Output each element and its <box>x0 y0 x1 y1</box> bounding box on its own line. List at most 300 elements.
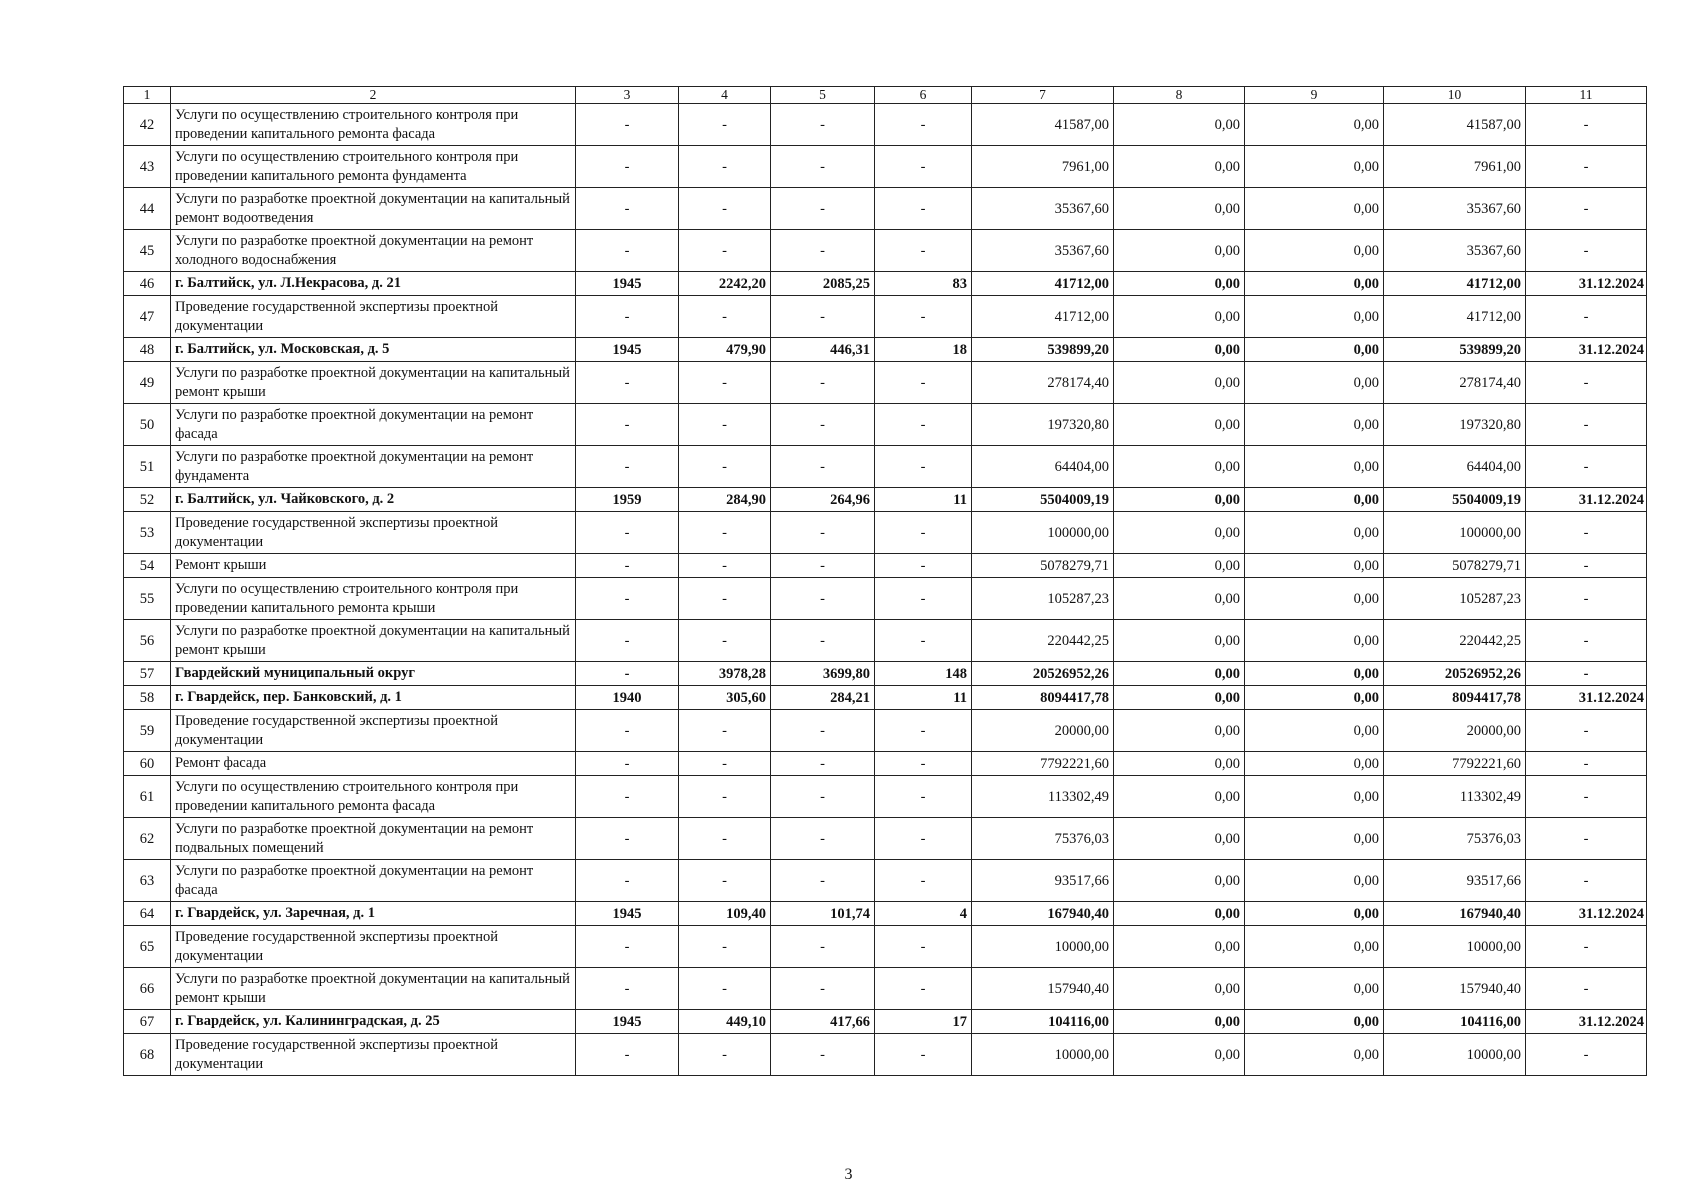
total-cost-cell: 41587,00 <box>972 104 1114 146</box>
table-row <box>124 776 1647 818</box>
row-number-cell: 55 <box>124 578 171 620</box>
owner-funds-cell: 5504009,19 <box>1384 488 1526 512</box>
living-area-cell: 101,74 <box>771 902 875 926</box>
living-area-cell: - <box>771 620 875 662</box>
table-row <box>124 554 1647 578</box>
total-area-cell: - <box>679 968 771 1010</box>
fund-share-cell: 0,00 <box>1114 512 1245 554</box>
table-row <box>124 296 1647 338</box>
total-area-cell: 109,40 <box>679 902 771 926</box>
table-row <box>124 230 1647 272</box>
budget-share-cell: 0,00 <box>1245 146 1384 188</box>
budget-share-cell: 0,00 <box>1245 230 1384 272</box>
owner-funds-cell: 197320,80 <box>1384 404 1526 446</box>
total-area-cell: - <box>679 512 771 554</box>
table-row <box>124 1010 1647 1034</box>
item-description-cell: Услуги по разработке проектной документации на ремонт подвальных помещений <box>171 818 576 860</box>
total-area-cell: - <box>679 752 771 776</box>
table-row <box>124 710 1647 752</box>
owner-funds-cell: 8094417,78 <box>1384 686 1526 710</box>
fund-share-cell: 0,00 <box>1114 902 1245 926</box>
residents-cell: - <box>875 554 972 578</box>
row-number-cell: 68 <box>124 1034 171 1076</box>
budget-share-cell: 0,00 <box>1245 1034 1384 1076</box>
completion-date-cell: - <box>1526 710 1647 752</box>
total-area-cell: 3978,28 <box>679 662 771 686</box>
total-area-cell: 284,90 <box>679 488 771 512</box>
year-built-cell: - <box>576 926 679 968</box>
budget-share-cell: 0,00 <box>1245 272 1384 296</box>
total-cost-cell: 41712,00 <box>972 272 1114 296</box>
total-area-cell: - <box>679 554 771 578</box>
owner-funds-cell: 220442,25 <box>1384 620 1526 662</box>
year-built-cell: 1940 <box>576 686 679 710</box>
fund-share-cell: 0,00 <box>1114 1010 1245 1034</box>
living-area-cell: 264,96 <box>771 488 875 512</box>
row-number-cell: 45 <box>124 230 171 272</box>
living-area-cell: - <box>771 818 875 860</box>
column-number: 10 <box>1384 87 1526 104</box>
owner-funds-cell: 41712,00 <box>1384 296 1526 338</box>
table-row <box>124 926 1647 968</box>
column-number: 11 <box>1526 87 1647 104</box>
year-built-cell: - <box>576 362 679 404</box>
owner-funds-cell: 64404,00 <box>1384 446 1526 488</box>
living-area-cell: 2085,25 <box>771 272 875 296</box>
fund-share-cell: 0,00 <box>1114 338 1245 362</box>
year-built-cell: 1945 <box>576 272 679 296</box>
completion-date-cell: 31.12.2024 <box>1526 686 1647 710</box>
item-description-cell: Услуги по разработке проектной документации на ремонт фасада <box>171 404 576 446</box>
completion-date-cell: 31.12.2024 <box>1526 338 1647 362</box>
residents-cell: - <box>875 968 972 1010</box>
total-cost-cell: 539899,20 <box>972 338 1114 362</box>
total-area-cell: - <box>679 146 771 188</box>
owner-funds-cell: 100000,00 <box>1384 512 1526 554</box>
register-table <box>123 86 1647 1076</box>
total-area-cell: - <box>679 578 771 620</box>
item-description-cell: г. Гвардейск, ул. Калининградская, д. 25 <box>171 1010 576 1034</box>
year-built-cell: - <box>576 104 679 146</box>
completion-date-cell: - <box>1526 578 1647 620</box>
residents-cell: 11 <box>875 488 972 512</box>
owner-funds-cell: 105287,23 <box>1384 578 1526 620</box>
completion-date-cell: - <box>1526 362 1647 404</box>
row-number-cell: 46 <box>124 272 171 296</box>
total-area-cell: 449,10 <box>679 1010 771 1034</box>
item-description-cell: Услуги по разработке проектной документации на ремонт холодного водоснабжения <box>171 230 576 272</box>
residents-cell: - <box>875 1034 972 1076</box>
residents-cell: 148 <box>875 662 972 686</box>
completion-date-cell: - <box>1526 968 1647 1010</box>
row-number-cell: 60 <box>124 752 171 776</box>
budget-share-cell: 0,00 <box>1245 968 1384 1010</box>
row-number-cell: 59 <box>124 710 171 752</box>
column-number: 1 <box>124 87 171 104</box>
table-row <box>124 968 1647 1010</box>
owner-funds-cell: 539899,20 <box>1384 338 1526 362</box>
budget-share-cell: 0,00 <box>1245 488 1384 512</box>
living-area-cell: - <box>771 446 875 488</box>
living-area-cell: - <box>771 710 875 752</box>
budget-share-cell: 0,00 <box>1245 752 1384 776</box>
year-built-cell: - <box>576 752 679 776</box>
row-number-cell: 51 <box>124 446 171 488</box>
fund-share-cell: 0,00 <box>1114 104 1245 146</box>
item-description-cell: Услуги по разработке проектной документации на ремонт фундамента <box>171 446 576 488</box>
row-number-cell: 57 <box>124 662 171 686</box>
residents-cell: 4 <box>875 902 972 926</box>
item-description-cell: Услуги по осуществлению строительного контроля при проведении капитального ремонта крыши <box>171 578 576 620</box>
year-built-cell: - <box>576 554 679 578</box>
item-description-cell: г. Балтийск, ул. Л.Некрасова, д. 21 <box>171 272 576 296</box>
year-built-cell: - <box>576 446 679 488</box>
completion-date-cell: - <box>1526 818 1647 860</box>
residents-cell: - <box>875 296 972 338</box>
row-number-cell: 64 <box>124 902 171 926</box>
completion-date-cell: 31.12.2024 <box>1526 488 1647 512</box>
living-area-cell: - <box>771 104 875 146</box>
total-cost-cell: 197320,80 <box>972 404 1114 446</box>
completion-date-cell: 31.12.2024 <box>1526 1010 1647 1034</box>
row-number-cell: 49 <box>124 362 171 404</box>
budget-share-cell: 0,00 <box>1245 188 1384 230</box>
budget-share-cell: 0,00 <box>1245 578 1384 620</box>
total-cost-cell: 5504009,19 <box>972 488 1114 512</box>
budget-share-cell: 0,00 <box>1245 1010 1384 1034</box>
year-built-cell: - <box>576 578 679 620</box>
fund-share-cell: 0,00 <box>1114 752 1245 776</box>
budget-share-cell: 0,00 <box>1245 776 1384 818</box>
residents-cell: - <box>875 188 972 230</box>
fund-share-cell: 0,00 <box>1114 446 1245 488</box>
residents-cell: - <box>875 818 972 860</box>
year-built-cell: - <box>576 230 679 272</box>
fund-share-cell: 0,00 <box>1114 488 1245 512</box>
fund-share-cell: 0,00 <box>1114 554 1245 578</box>
year-built-cell: 1945 <box>576 902 679 926</box>
total-cost-cell: 167940,40 <box>972 902 1114 926</box>
total-cost-cell: 35367,60 <box>972 188 1114 230</box>
owner-funds-cell: 5078279,71 <box>1384 554 1526 578</box>
total-area-cell: - <box>679 230 771 272</box>
total-area-cell: - <box>679 362 771 404</box>
owner-funds-cell: 104116,00 <box>1384 1010 1526 1034</box>
total-cost-cell: 104116,00 <box>972 1010 1114 1034</box>
budget-share-cell: 0,00 <box>1245 446 1384 488</box>
owner-funds-cell: 10000,00 <box>1384 926 1526 968</box>
living-area-cell: - <box>771 362 875 404</box>
column-number: 6 <box>875 87 972 104</box>
fund-share-cell: 0,00 <box>1114 230 1245 272</box>
total-area-cell: - <box>679 296 771 338</box>
total-area-cell: - <box>679 860 771 902</box>
table-row <box>124 362 1647 404</box>
table-row <box>124 446 1647 488</box>
column-number: 7 <box>972 87 1114 104</box>
total-cost-cell: 93517,66 <box>972 860 1114 902</box>
item-description-cell: Гвардейский муниципальный округ <box>171 662 576 686</box>
item-description-cell: Услуги по разработке проектной документации на ремонт фасада <box>171 860 576 902</box>
row-number-cell: 62 <box>124 818 171 860</box>
total-cost-cell: 8094417,78 <box>972 686 1114 710</box>
residents-cell: - <box>875 752 972 776</box>
year-built-cell: - <box>576 662 679 686</box>
residents-cell: - <box>875 926 972 968</box>
total-cost-cell: 10000,00 <box>972 1034 1114 1076</box>
owner-funds-cell: 157940,40 <box>1384 968 1526 1010</box>
living-area-cell: - <box>771 752 875 776</box>
year-built-cell: 1959 <box>576 488 679 512</box>
fund-share-cell: 0,00 <box>1114 404 1245 446</box>
completion-date-cell: - <box>1526 662 1647 686</box>
residents-cell: - <box>875 710 972 752</box>
residents-cell: - <box>875 620 972 662</box>
total-cost-cell: 35367,60 <box>972 230 1114 272</box>
fund-share-cell: 0,00 <box>1114 620 1245 662</box>
completion-date-cell: - <box>1526 1034 1647 1076</box>
item-description-cell: Услуги по осуществлению строительного контроля при проведении капитального ремонта фундамента <box>171 146 576 188</box>
year-built-cell: - <box>576 968 679 1010</box>
residents-cell: - <box>875 146 972 188</box>
item-description-cell: Услуги по разработке проектной документации на капитальный ремонт водоотведения <box>171 188 576 230</box>
completion-date-cell: - <box>1526 446 1647 488</box>
budget-share-cell: 0,00 <box>1245 710 1384 752</box>
row-number-cell: 54 <box>124 554 171 578</box>
table-body <box>124 87 1647 1076</box>
total-cost-cell: 64404,00 <box>972 446 1114 488</box>
completion-date-cell: - <box>1526 404 1647 446</box>
owner-funds-cell: 41712,00 <box>1384 272 1526 296</box>
year-built-cell: - <box>576 296 679 338</box>
item-description-cell: Проведение государственной экспертизы проектной документации <box>171 1034 576 1076</box>
row-number-cell: 67 <box>124 1010 171 1034</box>
budget-share-cell: 0,00 <box>1245 902 1384 926</box>
completion-date-cell: - <box>1526 104 1647 146</box>
living-area-cell: - <box>771 776 875 818</box>
owner-funds-cell: 75376,03 <box>1384 818 1526 860</box>
budget-share-cell: 0,00 <box>1245 662 1384 686</box>
year-built-cell: 1945 <box>576 338 679 362</box>
fund-share-cell: 0,00 <box>1114 776 1245 818</box>
item-description-cell: г. Гвардейск, ул. Заречная, д. 1 <box>171 902 576 926</box>
living-area-cell: - <box>771 296 875 338</box>
fund-share-cell: 0,00 <box>1114 362 1245 404</box>
row-number-cell: 42 <box>124 104 171 146</box>
total-area-cell: - <box>679 776 771 818</box>
living-area-cell: - <box>771 188 875 230</box>
living-area-cell: - <box>771 512 875 554</box>
row-number-cell: 50 <box>124 404 171 446</box>
residents-cell: 18 <box>875 338 972 362</box>
budget-share-cell: 0,00 <box>1245 362 1384 404</box>
item-description-cell: Услуги по разработке проектной документации на капитальный ремонт крыши <box>171 968 576 1010</box>
owner-funds-cell: 167940,40 <box>1384 902 1526 926</box>
row-number-cell: 65 <box>124 926 171 968</box>
fund-share-cell: 0,00 <box>1114 662 1245 686</box>
owner-funds-cell: 20000,00 <box>1384 710 1526 752</box>
item-description-cell: Проведение государственной экспертизы проектной документации <box>171 710 576 752</box>
table-row <box>124 752 1647 776</box>
total-cost-cell: 113302,49 <box>972 776 1114 818</box>
column-number: 3 <box>576 87 679 104</box>
table-row <box>124 1034 1647 1076</box>
item-description-cell: г. Балтийск, ул. Чайковского, д. 2 <box>171 488 576 512</box>
living-area-cell: - <box>771 926 875 968</box>
year-built-cell: - <box>576 710 679 752</box>
item-description-cell: Проведение государственной экспертизы проектной документации <box>171 512 576 554</box>
year-built-cell: - <box>576 1034 679 1076</box>
row-number-cell: 48 <box>124 338 171 362</box>
table-row <box>124 188 1647 230</box>
table-row <box>124 404 1647 446</box>
budget-share-cell: 0,00 <box>1245 404 1384 446</box>
table-row <box>124 686 1647 710</box>
table-row <box>124 860 1647 902</box>
residents-cell: 83 <box>875 272 972 296</box>
item-description-cell: Проведение государственной экспертизы проектной документации <box>171 296 576 338</box>
year-built-cell: - <box>576 620 679 662</box>
completion-date-cell: - <box>1526 620 1647 662</box>
year-built-cell: - <box>576 818 679 860</box>
fund-share-cell: 0,00 <box>1114 1034 1245 1076</box>
item-description-cell: г. Гвардейск, пер. Банковский, д. 1 <box>171 686 576 710</box>
year-built-cell: - <box>576 776 679 818</box>
total-area-cell: - <box>679 710 771 752</box>
living-area-cell: 446,31 <box>771 338 875 362</box>
column-number: 9 <box>1245 87 1384 104</box>
table-row <box>124 818 1647 860</box>
completion-date-cell: 31.12.2024 <box>1526 272 1647 296</box>
living-area-cell: - <box>771 230 875 272</box>
total-area-cell: - <box>679 404 771 446</box>
budget-share-cell: 0,00 <box>1245 686 1384 710</box>
total-cost-cell: 7792221,60 <box>972 752 1114 776</box>
total-area-cell: - <box>679 104 771 146</box>
item-description-cell: Ремонт фасада <box>171 752 576 776</box>
item-description-cell: Ремонт крыши <box>171 554 576 578</box>
living-area-cell: - <box>771 860 875 902</box>
total-cost-cell: 220442,25 <box>972 620 1114 662</box>
owner-funds-cell: 35367,60 <box>1384 188 1526 230</box>
owner-funds-cell: 278174,40 <box>1384 362 1526 404</box>
year-built-cell: - <box>576 404 679 446</box>
owner-funds-cell: 41587,00 <box>1384 104 1526 146</box>
completion-date-cell: 31.12.2024 <box>1526 902 1647 926</box>
row-number-cell: 44 <box>124 188 171 230</box>
fund-share-cell: 0,00 <box>1114 686 1245 710</box>
total-cost-cell: 105287,23 <box>972 578 1114 620</box>
table-row <box>124 338 1647 362</box>
total-area-cell: - <box>679 620 771 662</box>
row-number-cell: 63 <box>124 860 171 902</box>
total-cost-cell: 100000,00 <box>972 512 1114 554</box>
item-description-cell: Услуги по разработке проектной документации на капитальный ремонт крыши <box>171 620 576 662</box>
column-number: 8 <box>1114 87 1245 104</box>
total-cost-cell: 157940,40 <box>972 968 1114 1010</box>
total-area-cell: - <box>679 818 771 860</box>
owner-funds-cell: 7792221,60 <box>1384 752 1526 776</box>
living-area-cell: 417,66 <box>771 1010 875 1034</box>
table-row <box>124 512 1647 554</box>
total-cost-cell: 278174,40 <box>972 362 1114 404</box>
completion-date-cell: - <box>1526 230 1647 272</box>
year-built-cell: 1945 <box>576 1010 679 1034</box>
table-row <box>124 902 1647 926</box>
living-area-cell: 284,21 <box>771 686 875 710</box>
item-description-cell: г. Балтийск, ул. Московская, д. 5 <box>171 338 576 362</box>
residents-cell: - <box>875 104 972 146</box>
table-row <box>124 488 1647 512</box>
budget-share-cell: 0,00 <box>1245 926 1384 968</box>
living-area-cell: - <box>771 554 875 578</box>
budget-share-cell: 0,00 <box>1245 818 1384 860</box>
completion-date-cell: - <box>1526 554 1647 578</box>
residents-cell: 17 <box>875 1010 972 1034</box>
completion-date-cell: - <box>1526 752 1647 776</box>
row-number-cell: 52 <box>124 488 171 512</box>
completion-date-cell: - <box>1526 188 1647 230</box>
column-number: 5 <box>771 87 875 104</box>
item-description-cell: Услуги по осуществлению строительного контроля при проведении капитального ремонта фасада <box>171 776 576 818</box>
residents-cell: - <box>875 860 972 902</box>
budget-share-cell: 0,00 <box>1245 104 1384 146</box>
total-area-cell: 2242,20 <box>679 272 771 296</box>
owner-funds-cell: 35367,60 <box>1384 230 1526 272</box>
budget-share-cell: 0,00 <box>1245 338 1384 362</box>
fund-share-cell: 0,00 <box>1114 578 1245 620</box>
completion-date-cell: - <box>1526 776 1647 818</box>
year-built-cell: - <box>576 146 679 188</box>
table-row <box>124 662 1647 686</box>
total-cost-cell: 41712,00 <box>972 296 1114 338</box>
total-area-cell: 305,60 <box>679 686 771 710</box>
fund-share-cell: 0,00 <box>1114 710 1245 752</box>
total-cost-cell: 5078279,71 <box>972 554 1114 578</box>
budget-share-cell: 0,00 <box>1245 554 1384 578</box>
total-area-cell: 479,90 <box>679 338 771 362</box>
item-description-cell: Услуги по разработке проектной документации на капитальный ремонт крыши <box>171 362 576 404</box>
residents-cell: - <box>875 446 972 488</box>
total-area-cell: - <box>679 188 771 230</box>
residents-cell: - <box>875 512 972 554</box>
residents-cell: - <box>875 230 972 272</box>
row-number-cell: 56 <box>124 620 171 662</box>
fund-share-cell: 0,00 <box>1114 860 1245 902</box>
residents-cell: - <box>875 578 972 620</box>
table-row <box>124 104 1647 146</box>
total-cost-cell: 20000,00 <box>972 710 1114 752</box>
living-area-cell: - <box>771 968 875 1010</box>
owner-funds-cell: 20526952,26 <box>1384 662 1526 686</box>
completion-date-cell: - <box>1526 512 1647 554</box>
budget-share-cell: 0,00 <box>1245 860 1384 902</box>
total-area-cell: - <box>679 446 771 488</box>
column-number-row <box>124 87 1647 104</box>
budget-share-cell: 0,00 <box>1245 296 1384 338</box>
living-area-cell: - <box>771 404 875 446</box>
total-area-cell: - <box>679 1034 771 1076</box>
owner-funds-cell: 10000,00 <box>1384 1034 1526 1076</box>
column-number: 4 <box>679 87 771 104</box>
budget-share-cell: 0,00 <box>1245 512 1384 554</box>
table-row <box>124 146 1647 188</box>
row-number-cell: 66 <box>124 968 171 1010</box>
row-number-cell: 61 <box>124 776 171 818</box>
total-area-cell: - <box>679 926 771 968</box>
year-built-cell: - <box>576 512 679 554</box>
total-cost-cell: 10000,00 <box>972 926 1114 968</box>
